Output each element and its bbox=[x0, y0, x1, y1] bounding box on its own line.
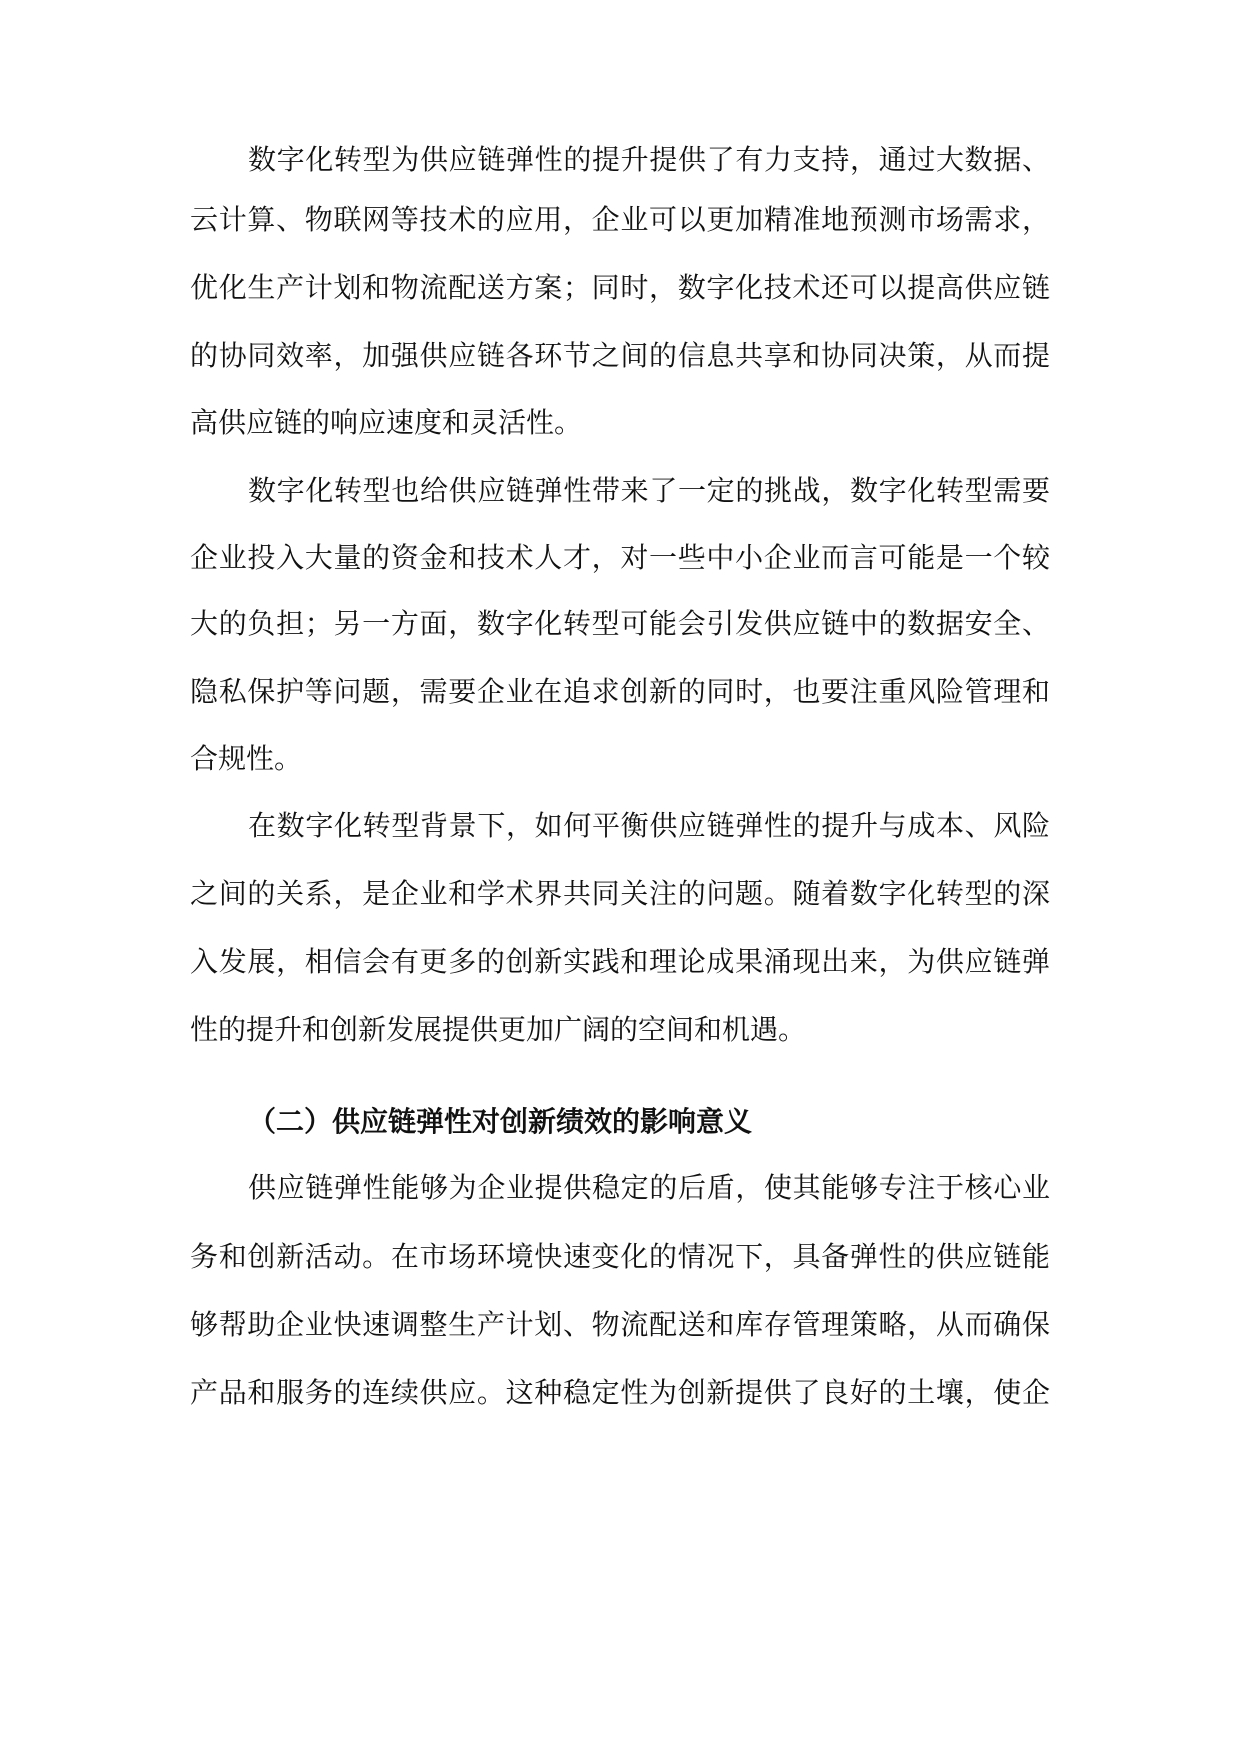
text-line: 够帮助企业快速调整生产计划、物流配送和库存管理策略，从而确保 bbox=[190, 1308, 1050, 1341]
text-line: 务和创新活动。在市场环境快速变化的情况下，具备弹性的供应链能 bbox=[190, 1240, 1050, 1273]
text-line: 性的提升和创新发展提供更加广阔的空间和机遇。 bbox=[190, 1013, 807, 1046]
text-line: 数字化转型为供应链弹性的提升提供了有力支持，通过大数据、 bbox=[248, 143, 1050, 176]
text-line: 企业投入大量的资金和技术人才，对一些中小企业而言可能是一个较 bbox=[190, 541, 1050, 574]
text-line: 之间的关系，是企业和学术界共同关注的问题。随着数字化转型的深 bbox=[190, 877, 1050, 910]
text-line: 云计算、物联网等技术的应用，企业可以更加精准地预测市场需求， bbox=[190, 203, 1050, 236]
text-line: 产品和服务的连续供应。这种稳定性为创新提供了良好的土壤，使企 bbox=[190, 1376, 1050, 1409]
text-line: 数字化转型也给供应链弹性带来了一定的挑战，数字化转型需要 bbox=[248, 474, 1050, 507]
text-line: 优化生产计划和物流配送方案；同时，数字化技术还可以提高供应链 bbox=[190, 271, 1050, 304]
text-line: 在数字化转型背景下，如何平衡供应链弹性的提升与成本、风险 bbox=[248, 809, 1050, 842]
text-line: 大的负担；另一方面，数字化转型可能会引发供应链中的数据安全、 bbox=[190, 607, 1050, 640]
text-line: 供应链弹性能够为企业提供稳定的后盾，使其能够专注于核心业 bbox=[248, 1171, 1050, 1204]
text-line: 隐私保护等问题，需要企业在追求创新的同时，也要注重风险管理和 bbox=[190, 675, 1050, 708]
section-heading: （二）供应链弹性对创新绩效的影响意义 bbox=[248, 1105, 753, 1138]
text-line: 入发展，相信会有更多的创新实践和理论成果涌现出来，为供应链弹 bbox=[190, 945, 1050, 978]
text-line: 合规性。 bbox=[190, 742, 303, 775]
text-line: 高供应链的响应速度和灵活性。 bbox=[190, 406, 583, 439]
text-line: 的协同效率，加强供应链各环节之间的信息共享和协同决策，从而提 bbox=[190, 339, 1050, 372]
